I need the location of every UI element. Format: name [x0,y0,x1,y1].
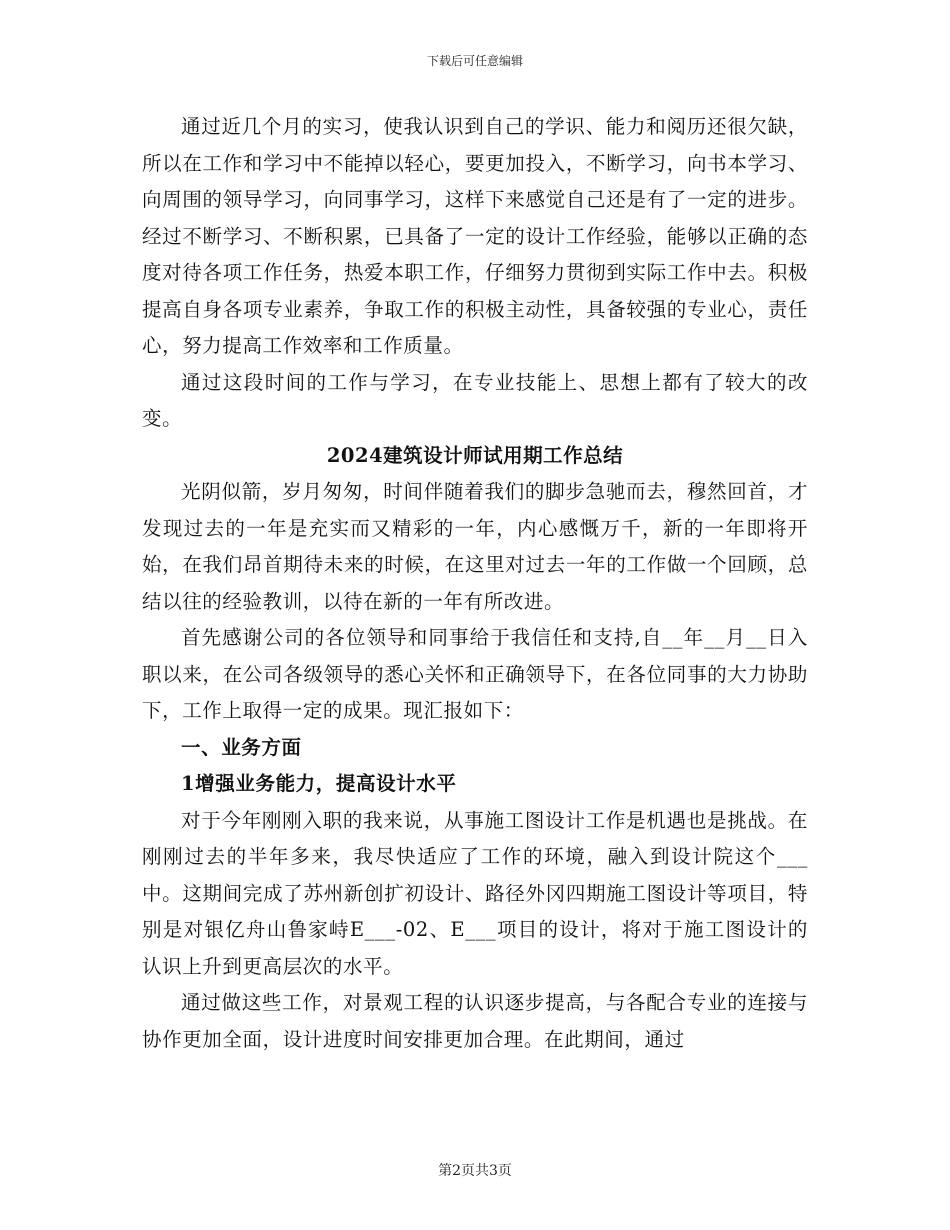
paragraph-understanding: 通过做这些工作，对景观工程的认识逐步提高，与各配合专业的连接与协作更加全面，设计进度时间安排更加合理。在此期间，通过 [142,991,808,1051]
section-heading-business: 一、业务方面 [181,735,302,759]
paragraph-projects: 对于今年刚刚入职的我来说，从事施工图设计工作是机遇也是挑战。在刚刚过去的半年多来，我尽快适应了工作的环境，融入到设计院这个___中。这期间完成了苏州新创扩初设计、路径外冈四期施工图设计等项目，特别是对银亿舟山鲁家峙E___-02、E___项目的设计，将对于施工图设计的认识上升到更高层次的水平。 [142,808,808,978]
document-title: 2024建筑设计师试用期工作总结 [326,443,624,467]
paragraph-internship-reflection: 通过近几个月的实习，使我认识到自己的学识、能力和阅历还很欠缺，所以在工作和学习中不能掉以轻心，要更加投入，不断学习，向书本学习、向周围的领导学习，向同事学习，这样下来感觉自己还是有了一定的进步。经过不断学习、不断积累，已具备了一定的设计工作经验，能够以正确的态度对待各项工作任务，热爱本职工作，仔细努力贯彻到实际工作中去。积极提高自身各项专业素养，争取工作的积极主动性，具备较强的专业心，责任心，努力提高工作效率和工作质量。 [142,115,808,357]
document-body [142,109,808,1058]
subsection-heading-ability: 1增强业务能力，提高设计水平 [181,772,457,795]
paragraph-thanks: 首先感谢公司的各位领导和同事给于我信任和支持,自__年__月__日入职以来，在公司各级领导的悉心关怀和正确领导下，在各位同事的大力协助下，工作上取得一定的成果。现汇报如下： [142,626,808,722]
page-footer: 第2页共3页 [438,1163,512,1179]
page-header: 下载后可任意编辑 [426,54,523,68]
paragraph-change-summary: 通过这段时间的工作与学习，在专业技能上、思想上都有了较大的改变。 [142,370,808,430]
paragraph-year-review: 光阴似箭，岁月匆匆，时间伴随着我们的脚步急驰而去，穆然回首，才发现过去的一年是充实而又精彩的一年，内心感慨万千，新的一年即将开始，在我们昂首期待未来的时候，在这里对过去一年的工作做一个回顾，总结以往的经验教训，以待在新的一年有所改进。 [142,480,808,613]
